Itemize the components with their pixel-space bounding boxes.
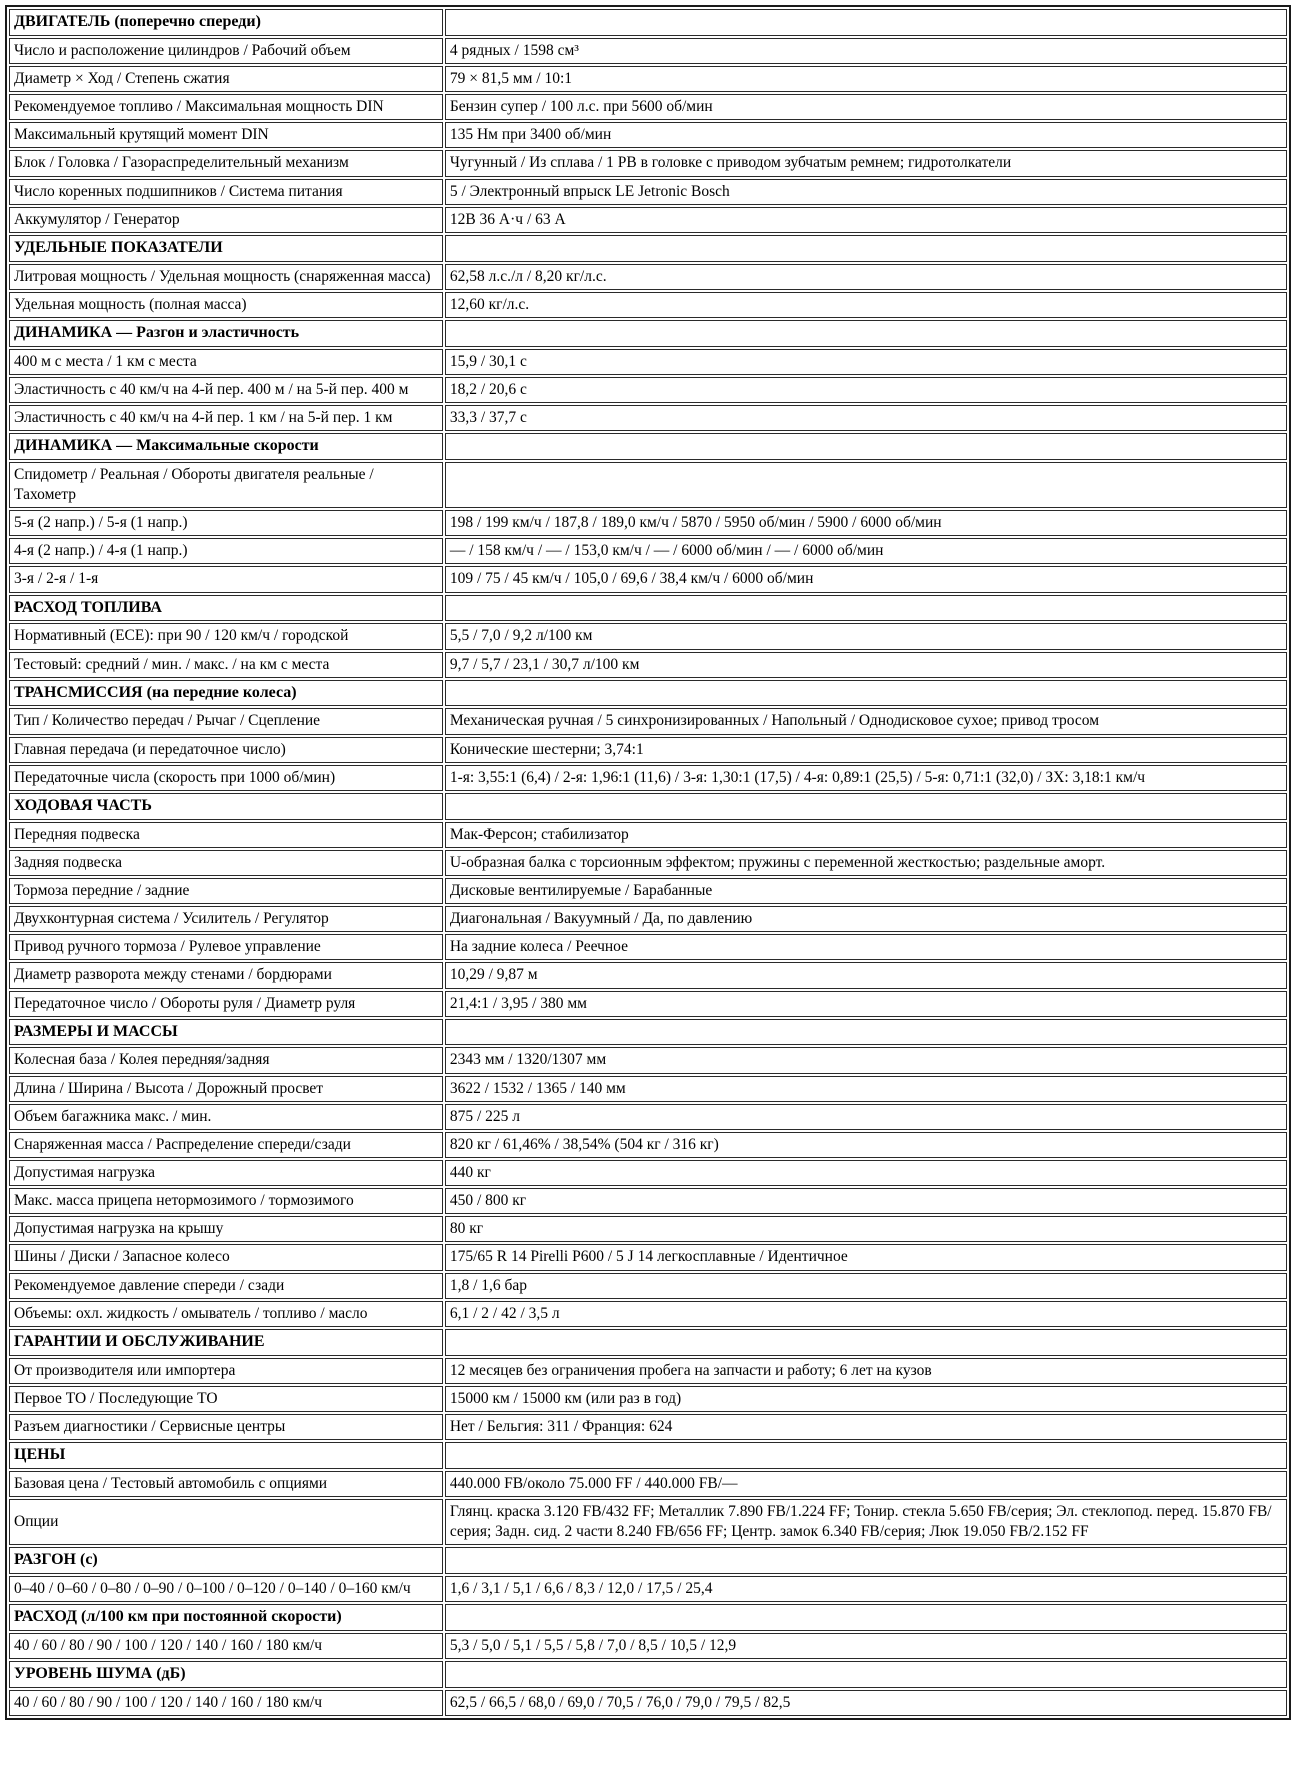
spec-label-cell: 0–40 / 0–60 / 0–80 / 0–90 / 0–100 / 0–120 / 0–140 / 0–160 км/ч [9, 1576, 443, 1602]
spec-row [9, 207, 1287, 233]
spec-row [9, 1104, 1287, 1130]
section-header-row [9, 595, 1287, 622]
section-header-cell: ДВИГАТЕЛЬ (поперечно спереди) [9, 9, 443, 36]
spec-value-cell: 12 месяцев без ограничения пробега на запчасти и работу; 6 лет на кузов [445, 1358, 1287, 1384]
spec-label-cell: Привод ручного тормоза / Рулевое управление [9, 934, 443, 960]
spec-row [9, 538, 1287, 564]
spec-label-cell: Диаметр × Ход / Степень сжатия [9, 66, 443, 92]
spec-label-cell: 40 / 60 / 80 / 90 / 100 / 120 / 140 / 160 / 180 км/ч [9, 1633, 443, 1659]
spec-value-cell: 198 / 199 км/ч / 187,8 / 189,0 км/ч / 5870 / 5950 об/мин / 5900 / 6000 об/мин [445, 510, 1287, 536]
spec-label-cell: Допустимая нагрузка на крышу [9, 1216, 443, 1242]
section-header-row [9, 1547, 1287, 1574]
spec-row [9, 1301, 1287, 1327]
spec-row [9, 906, 1287, 932]
spec-value-cell: U-образная балка с торсионным эффектом; пружины с переменной жесткостью; раздельные аморт. [445, 850, 1287, 876]
spec-label-cell: Объем багажника макс. / мин. [9, 1104, 443, 1130]
spec-row [9, 737, 1287, 763]
spec-value-cell: Глянц. краска 3.120 FB/432 FF; Металлик 7.890 FB/1.224 FF; Тонир. стекла 5.650 FB/серия; Эл. стеклопод. перед. 15.870 FB/серия; Задн. сид. 2 части 8.240 FB/656 FF; Центр. замок 6.340 FB/серия; Люк 19.050 FB/2.152 FF [445, 1499, 1287, 1545]
spec-row [9, 1633, 1287, 1659]
spec-label-cell: Рекомендуемое давление спереди / сзади [9, 1273, 443, 1299]
spec-row [9, 1690, 1287, 1716]
section-header-value-cell [445, 1604, 1287, 1631]
spec-value-cell: 175/65 R 14 Pirelli P600 / 5 J 14 легкосплавные / Идентичное [445, 1244, 1287, 1270]
spec-row [9, 264, 1287, 290]
section-header-row [9, 433, 1287, 460]
spec-row [9, 1471, 1287, 1497]
spec-row [9, 1358, 1287, 1384]
spec-value-cell: — / 158 км/ч / — / 153,0 км/ч / — / 6000 об/мин / — / 6000 об/мин [445, 538, 1287, 564]
spec-value-cell: 135 Нм при 3400 об/мин [445, 122, 1287, 148]
spec-row [9, 623, 1287, 649]
spec-row [9, 1386, 1287, 1412]
spec-value-cell: На задние колеса / Реечное [445, 934, 1287, 960]
spec-row [9, 150, 1287, 176]
spec-value-cell: Конические шестерни; 3,74:1 [445, 737, 1287, 763]
spec-label-cell: Число и расположение цилиндров / Рабочий объем [9, 38, 443, 64]
spec-value-cell: 79 × 81,5 мм / 10:1 [445, 66, 1287, 92]
section-header-cell: ТРАНСМИССИЯ (на передние колеса) [9, 680, 443, 707]
section-header-cell: ДИНАМИКА — Разгон и эластичность [9, 320, 443, 347]
section-header-value-cell [445, 793, 1287, 820]
spec-value-cell: 62,5 / 66,5 / 68,0 / 69,0 / 70,5 / 76,0 / 79,0 / 79,5 / 82,5 [445, 1690, 1287, 1716]
spec-value-cell: Нет / Бельгия: 311 / Франция: 624 [445, 1414, 1287, 1440]
spec-value-cell: 18,2 / 20,6 с [445, 377, 1287, 403]
section-header-value-cell [445, 1661, 1287, 1688]
spec-label-cell: Шины / Диски / Запасное колесо [9, 1244, 443, 1270]
section-header-row [9, 320, 1287, 347]
spec-row [9, 566, 1287, 592]
section-header-value-cell [445, 1019, 1287, 1046]
spec-value-cell: 10,29 / 9,87 м [445, 962, 1287, 988]
spec-label-cell: Двухконтурная система / Усилитель / Регулятор [9, 906, 443, 932]
spec-label-cell: Задняя подвеска [9, 850, 443, 876]
spec-row [9, 1076, 1287, 1102]
spec-label-cell: Передаточные числа (скорость при 1000 об/мин) [9, 765, 443, 791]
spec-value-cell: 3622 / 1532 / 1365 / 140 мм [445, 1076, 1287, 1102]
spec-value-cell: 12В 36 А·ч / 63 А [445, 207, 1287, 233]
spec-label-cell: 40 / 60 / 80 / 90 / 100 / 120 / 140 / 160 / 180 км/ч [9, 1690, 443, 1716]
spec-row [9, 1188, 1287, 1214]
section-header-value-cell [445, 680, 1287, 707]
spec-row [9, 1244, 1287, 1270]
spec-value-cell: Механическая ручная / 5 синхронизированных / Напольный / Однодисковое сухое; привод тросом [445, 708, 1287, 734]
spec-label-cell: 4-я (2 напр.) / 4-я (1 напр.) [9, 538, 443, 564]
spec-value-cell: 440 кг [445, 1160, 1287, 1186]
section-header-row [9, 1661, 1287, 1688]
spec-label-cell: Разъем диагностики / Сервисные центры [9, 1414, 443, 1440]
spec-row [9, 510, 1287, 536]
spec-row [9, 292, 1287, 318]
spec-row [9, 38, 1287, 64]
spec-row [9, 1499, 1287, 1545]
spec-value-cell: 21,4:1 / 3,95 / 380 мм [445, 991, 1287, 1017]
section-header-row [9, 1019, 1287, 1046]
spec-value-cell: Дисковые вентилируемые / Барабанные [445, 878, 1287, 904]
section-header-cell: ХОДОВАЯ ЧАСТЬ [9, 793, 443, 820]
section-header-row [9, 235, 1287, 262]
spec-row [9, 708, 1287, 734]
spec-label-cell: Допустимая нагрузка [9, 1160, 443, 1186]
spec-row [9, 122, 1287, 148]
section-header-value-cell [445, 595, 1287, 622]
section-header-cell: УРОВЕНЬ ШУМА (дБ) [9, 1661, 443, 1688]
spec-row [9, 652, 1287, 678]
spec-row [9, 179, 1287, 205]
spec-value-cell: 6,1 / 2 / 42 / 3,5 л [445, 1301, 1287, 1327]
spec-value-cell: 875 / 225 л [445, 1104, 1287, 1130]
section-header-value-cell [445, 1547, 1287, 1574]
spec-row [9, 377, 1287, 403]
spec-label-cell: Главная передача (и передаточное число) [9, 737, 443, 763]
section-header-row [9, 9, 1287, 36]
spec-row [9, 66, 1287, 92]
spec-value-cell: 15000 км / 15000 км (или раз в год) [445, 1386, 1287, 1412]
spec-row [9, 878, 1287, 904]
spec-row [9, 765, 1287, 791]
spec-label-cell: От производителя или импортера [9, 1358, 443, 1384]
spec-label-cell: Диаметр разворота между стенами / бордюрами [9, 962, 443, 988]
section-header-cell: РАСХОД ТОПЛИВА [9, 595, 443, 622]
spec-label-cell: Эластичность с 40 км/ч на 4-й пер. 1 км / на 5-й пер. 1 км [9, 405, 443, 431]
spec-label-cell: Аккумулятор / Генератор [9, 207, 443, 233]
section-header-value-cell [445, 1442, 1287, 1469]
spec-label-cell: Снаряженная масса / Распределение спереди/сзади [9, 1132, 443, 1158]
spec-value-cell: 5,3 / 5,0 / 5,1 / 5,5 / 5,8 / 7,0 / 8,5 / 10,5 / 12,9 [445, 1633, 1287, 1659]
spec-value-cell: Диагональная / Вакуумный / Да, по давлению [445, 906, 1287, 932]
spec-row [9, 462, 1287, 508]
spec-value-cell: 5 / Электронный впрыск LE Jetronic Bosch [445, 179, 1287, 205]
spec-value-cell: 1,8 / 1,6 бар [445, 1273, 1287, 1299]
spec-value-cell: 109 / 75 / 45 км/ч / 105,0 / 69,6 / 38,4 км/ч / 6000 об/мин [445, 566, 1287, 592]
spec-value-cell: 80 кг [445, 1216, 1287, 1242]
spec-label-cell: Базовая цена / Тестовый автомобиль с опциями [9, 1471, 443, 1497]
spec-label-cell: Длина / Ширина / Высота / Дорожный просвет [9, 1076, 443, 1102]
spec-value-cell: 12,60 кг/л.с. [445, 292, 1287, 318]
spec-label-cell: Рекомендуемое топливо / Максимальная мощность DIN [9, 94, 443, 120]
spec-row [9, 1160, 1287, 1186]
spec-row [9, 1047, 1287, 1073]
spec-label-cell: 5-я (2 напр.) / 5-я (1 напр.) [9, 510, 443, 536]
section-header-row [9, 1604, 1287, 1631]
spec-label-cell: Эластичность с 40 км/ч на 4-й пер. 400 м / на 5-й пер. 400 м [9, 377, 443, 403]
spec-label-cell: Передаточное число / Обороты руля / Диаметр руля [9, 991, 443, 1017]
spec-value-cell: 15,9 / 30,1 с [445, 349, 1287, 375]
section-header-value-cell [445, 433, 1287, 460]
spec-row [9, 850, 1287, 876]
section-header-value-cell [445, 1329, 1287, 1356]
section-header-value-cell [445, 235, 1287, 262]
spec-label-cell: Передняя подвеска [9, 822, 443, 848]
spec-label-cell: Литровая мощность / Удельная мощность (снаряженная масса) [9, 264, 443, 290]
spec-label-cell: Нормативный (ЕСЕ): при 90 / 120 км/ч / городской [9, 623, 443, 649]
spec-value-cell [445, 462, 1287, 508]
spec-label-cell: 3-я / 2-я / 1-я [9, 566, 443, 592]
spec-label-cell: Тестовый: средний / мин. / макс. / на км с места [9, 652, 443, 678]
spec-row [9, 1576, 1287, 1602]
spec-label-cell: Тормоза передние / задние [9, 878, 443, 904]
spec-row [9, 934, 1287, 960]
spec-label-cell: Максимальный крутящий момент DIN [9, 122, 443, 148]
section-header-cell: ГАРАНТИИ И ОБСЛУЖИВАНИЕ [9, 1329, 443, 1356]
spec-row [9, 94, 1287, 120]
spec-value-cell: 1,6 / 3,1 / 5,1 / 6,6 / 8,3 / 12,0 / 17,5 / 25,4 [445, 1576, 1287, 1602]
spec-value-cell: 450 / 800 кг [445, 1188, 1287, 1214]
section-header-value-cell [445, 9, 1287, 36]
spec-row [9, 349, 1287, 375]
section-header-row [9, 1329, 1287, 1356]
spec-row [9, 1273, 1287, 1299]
spec-row [9, 1216, 1287, 1242]
spec-value-cell: Чугунный / Из сплава / 1 РВ в головке с приводом зубчатым ремнем; гидротолкатели [445, 150, 1287, 176]
spec-value-cell: 33,3 / 37,7 с [445, 405, 1287, 431]
car-spec-table [5, 5, 1291, 1720]
spec-value-cell: 62,58 л.с./л / 8,20 кг/л.с. [445, 264, 1287, 290]
spec-value-cell: 2343 мм / 1320/1307 мм [445, 1047, 1287, 1073]
section-header-cell: ДИНАМИКА — Максимальные скорости [9, 433, 443, 460]
section-header-row [9, 793, 1287, 820]
spec-label-cell: Удельная мощность (полная масса) [9, 292, 443, 318]
spec-label-cell: Макс. масса прицепа нетормозимого / тормозимого [9, 1188, 443, 1214]
spec-row [9, 1132, 1287, 1158]
spec-value-cell: 4 рядных / 1598 см³ [445, 38, 1287, 64]
spec-label-cell: Спидометр / Реальная / Обороты двигателя реальные / Тахометр [9, 462, 443, 508]
spec-label-cell: Опции [9, 1499, 443, 1545]
spec-label-cell: Объемы: охл. жидкость / омыватель / топливо / масло [9, 1301, 443, 1327]
spec-value-cell: 5,5 / 7,0 / 9,2 л/100 км [445, 623, 1287, 649]
section-header-value-cell [445, 320, 1287, 347]
section-header-row [9, 680, 1287, 707]
spec-value-cell: Мак-Ферсон; стабилизатор [445, 822, 1287, 848]
spec-value-cell: 1-я: 3,55:1 (6,4) / 2-я: 1,96:1 (11,6) / 3-я: 1,30:1 (17,5) / 4-я: 0,89:1 (25,5) / 5-я: 0,71:1 (32,0) / ЗХ: 3,18:1 км/ч [445, 765, 1287, 791]
section-header-cell: РАЗГОН (с) [9, 1547, 443, 1574]
spec-value-cell: 440.000 FB/около 75.000 FF / 440.000 FB/— [445, 1471, 1287, 1497]
spec-value-cell: 9,7 / 5,7 / 23,1 / 30,7 л/100 км [445, 652, 1287, 678]
spec-row [9, 991, 1287, 1017]
section-header-cell: ЦЕНЫ [9, 1442, 443, 1469]
spec-label-cell: Число коренных подшипников / Система питания [9, 179, 443, 205]
spec-label-cell: Блок / Головка / Газораспределительный механизм [9, 150, 443, 176]
spec-table-body [9, 9, 1287, 1716]
section-header-cell: УДЕЛЬНЫЕ ПОКАЗАТЕЛИ [9, 235, 443, 262]
spec-value-cell: 820 кг / 61,46% / 38,54% (504 кг / 316 кг) [445, 1132, 1287, 1158]
spec-row [9, 962, 1287, 988]
spec-label-cell: Первое ТО / Последующие ТО [9, 1386, 443, 1412]
section-header-row [9, 1442, 1287, 1469]
spec-label-cell: 400 м с места / 1 км с места [9, 349, 443, 375]
spec-value-cell: Бензин супер / 100 л.с. при 5600 об/мин [445, 94, 1287, 120]
spec-row [9, 1414, 1287, 1440]
spec-label-cell: Тип / Количество передач / Рычаг / Сцепление [9, 708, 443, 734]
spec-row [9, 405, 1287, 431]
section-header-cell: РАСХОД (л/100 км при постоянной скорости) [9, 1604, 443, 1631]
spec-row [9, 822, 1287, 848]
spec-label-cell: Колесная база / Колея передняя/задняя [9, 1047, 443, 1073]
section-header-cell: РАЗМЕРЫ И МАССЫ [9, 1019, 443, 1046]
